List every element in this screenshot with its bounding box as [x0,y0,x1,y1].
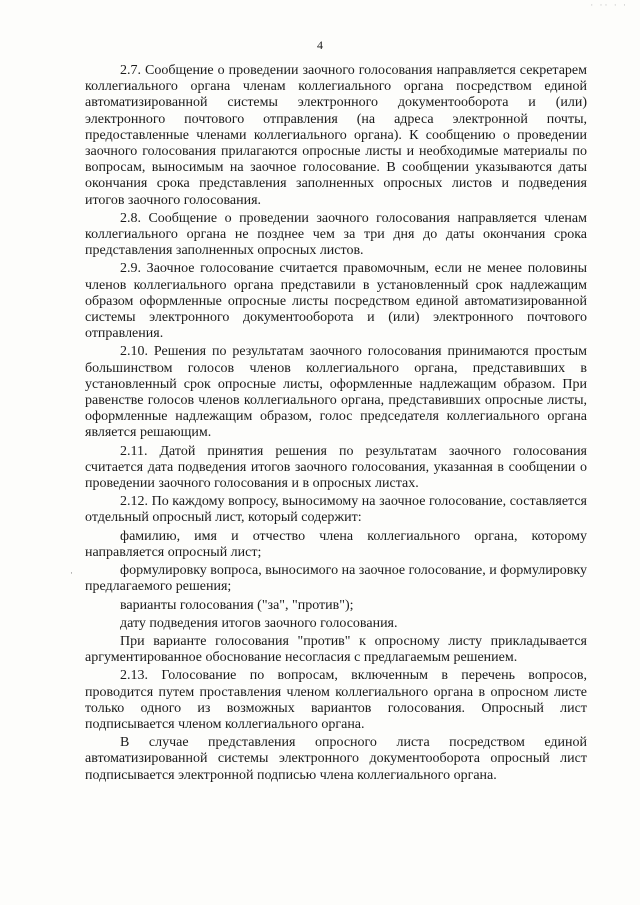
paragraph-2-11: 2.11. Датой принятия решения по результатам заочного голосования считается дата подведения итогов заочного голосования, указанная в сообщении о проведении заочного голосования и в опросных листах. [85,443,587,492]
paragraph-2-7: 2.7. Сообщение о проведении заочного голосования направляется секретарем коллегиального органа членам коллегиального органа посредством единой автоматизированной системы электронного документооборота и (или) электронного почтового отправления (на адреса электронной почты, предоставленные членами коллегиального органа). К сообщению о проведении заочного голосования прилагаются опросные листы и необходимые материалы по вопросам, выносимым на заочное голосование. В сообщении указываются даты окончания срока представления заполненных опросных листов и подведения итогов заочного голосования. [85,63,587,208]
list-item-full-name: фамилию, имя и отчество члена коллегиального органа, которому направляется опросный лист; [85,528,587,560]
document-body [85,63,587,784]
paragraph-2-10: 2.10. Решения по результатам заочного голосования принимаются простым большинством голосов членов коллегиального органа, представивших в установленный срок опросные листы, оформленные надлежащим образом. При равенстве голосов членов коллегиального органа, представивших опросные листы, оформленные надлежащим образом, голос председателя коллегиального органа является решающим. [85,344,587,441]
paragraph-2-8: 2.8. Сообщение о проведении заочного голосования направляется членам коллегиального органа не позднее чем за три дня до даты окончания срока представления заполненных опросных листов. [85,210,587,259]
paragraph-2-9: 2.9. Заочное голосование считается правомочным, если не менее половины членов коллегиального органа представили в установленный срок надлежащим образом оформленные опросные листы посредством единой автоматизированной системы электронного документооборота и (или) электронного почтового отправления. [85,261,587,342]
paragraph-against-justification: При варианте голосования "против" к опросному листу прикладывается аргументированное обоснование несогласия с предлагаемым решением. [85,633,587,666]
page-number: 4 [317,38,323,52]
list-item-question-wording: формулировку вопроса, выносимого на заочное голосование, и формулировку предлагаемого решения; [85,563,587,595]
list-item-results-date: дату подведения итогов заочного голосования. [120,615,398,631]
paragraph-2-12: 2.12. По каждому вопросу, выносимому на заочное голосование, составляется отдельный опросный лист, который содержит: [85,494,587,526]
list-item-voting-options: варианты голосования ("за", "против"); [120,597,354,613]
scan-margin-mark: · [70,568,73,578]
paragraph-2-13: 2.13. Голосование по вопросам, включенным в перечень вопросов, проводится путем проставления членом коллегиального органа в опросном листе только одного из возможных вариантов голосования. Опросный лист подписывается членом коллегиального органа. [85,668,587,732]
paragraph-electronic-signature: В случае представления опросного листа посредством единой автоматизированной системы электронного документооборота опросный лист подписывается электронной подписью члена коллегиального органа. [85,735,587,783]
scan-edge-mark: · ·· · · [590,0,628,10]
